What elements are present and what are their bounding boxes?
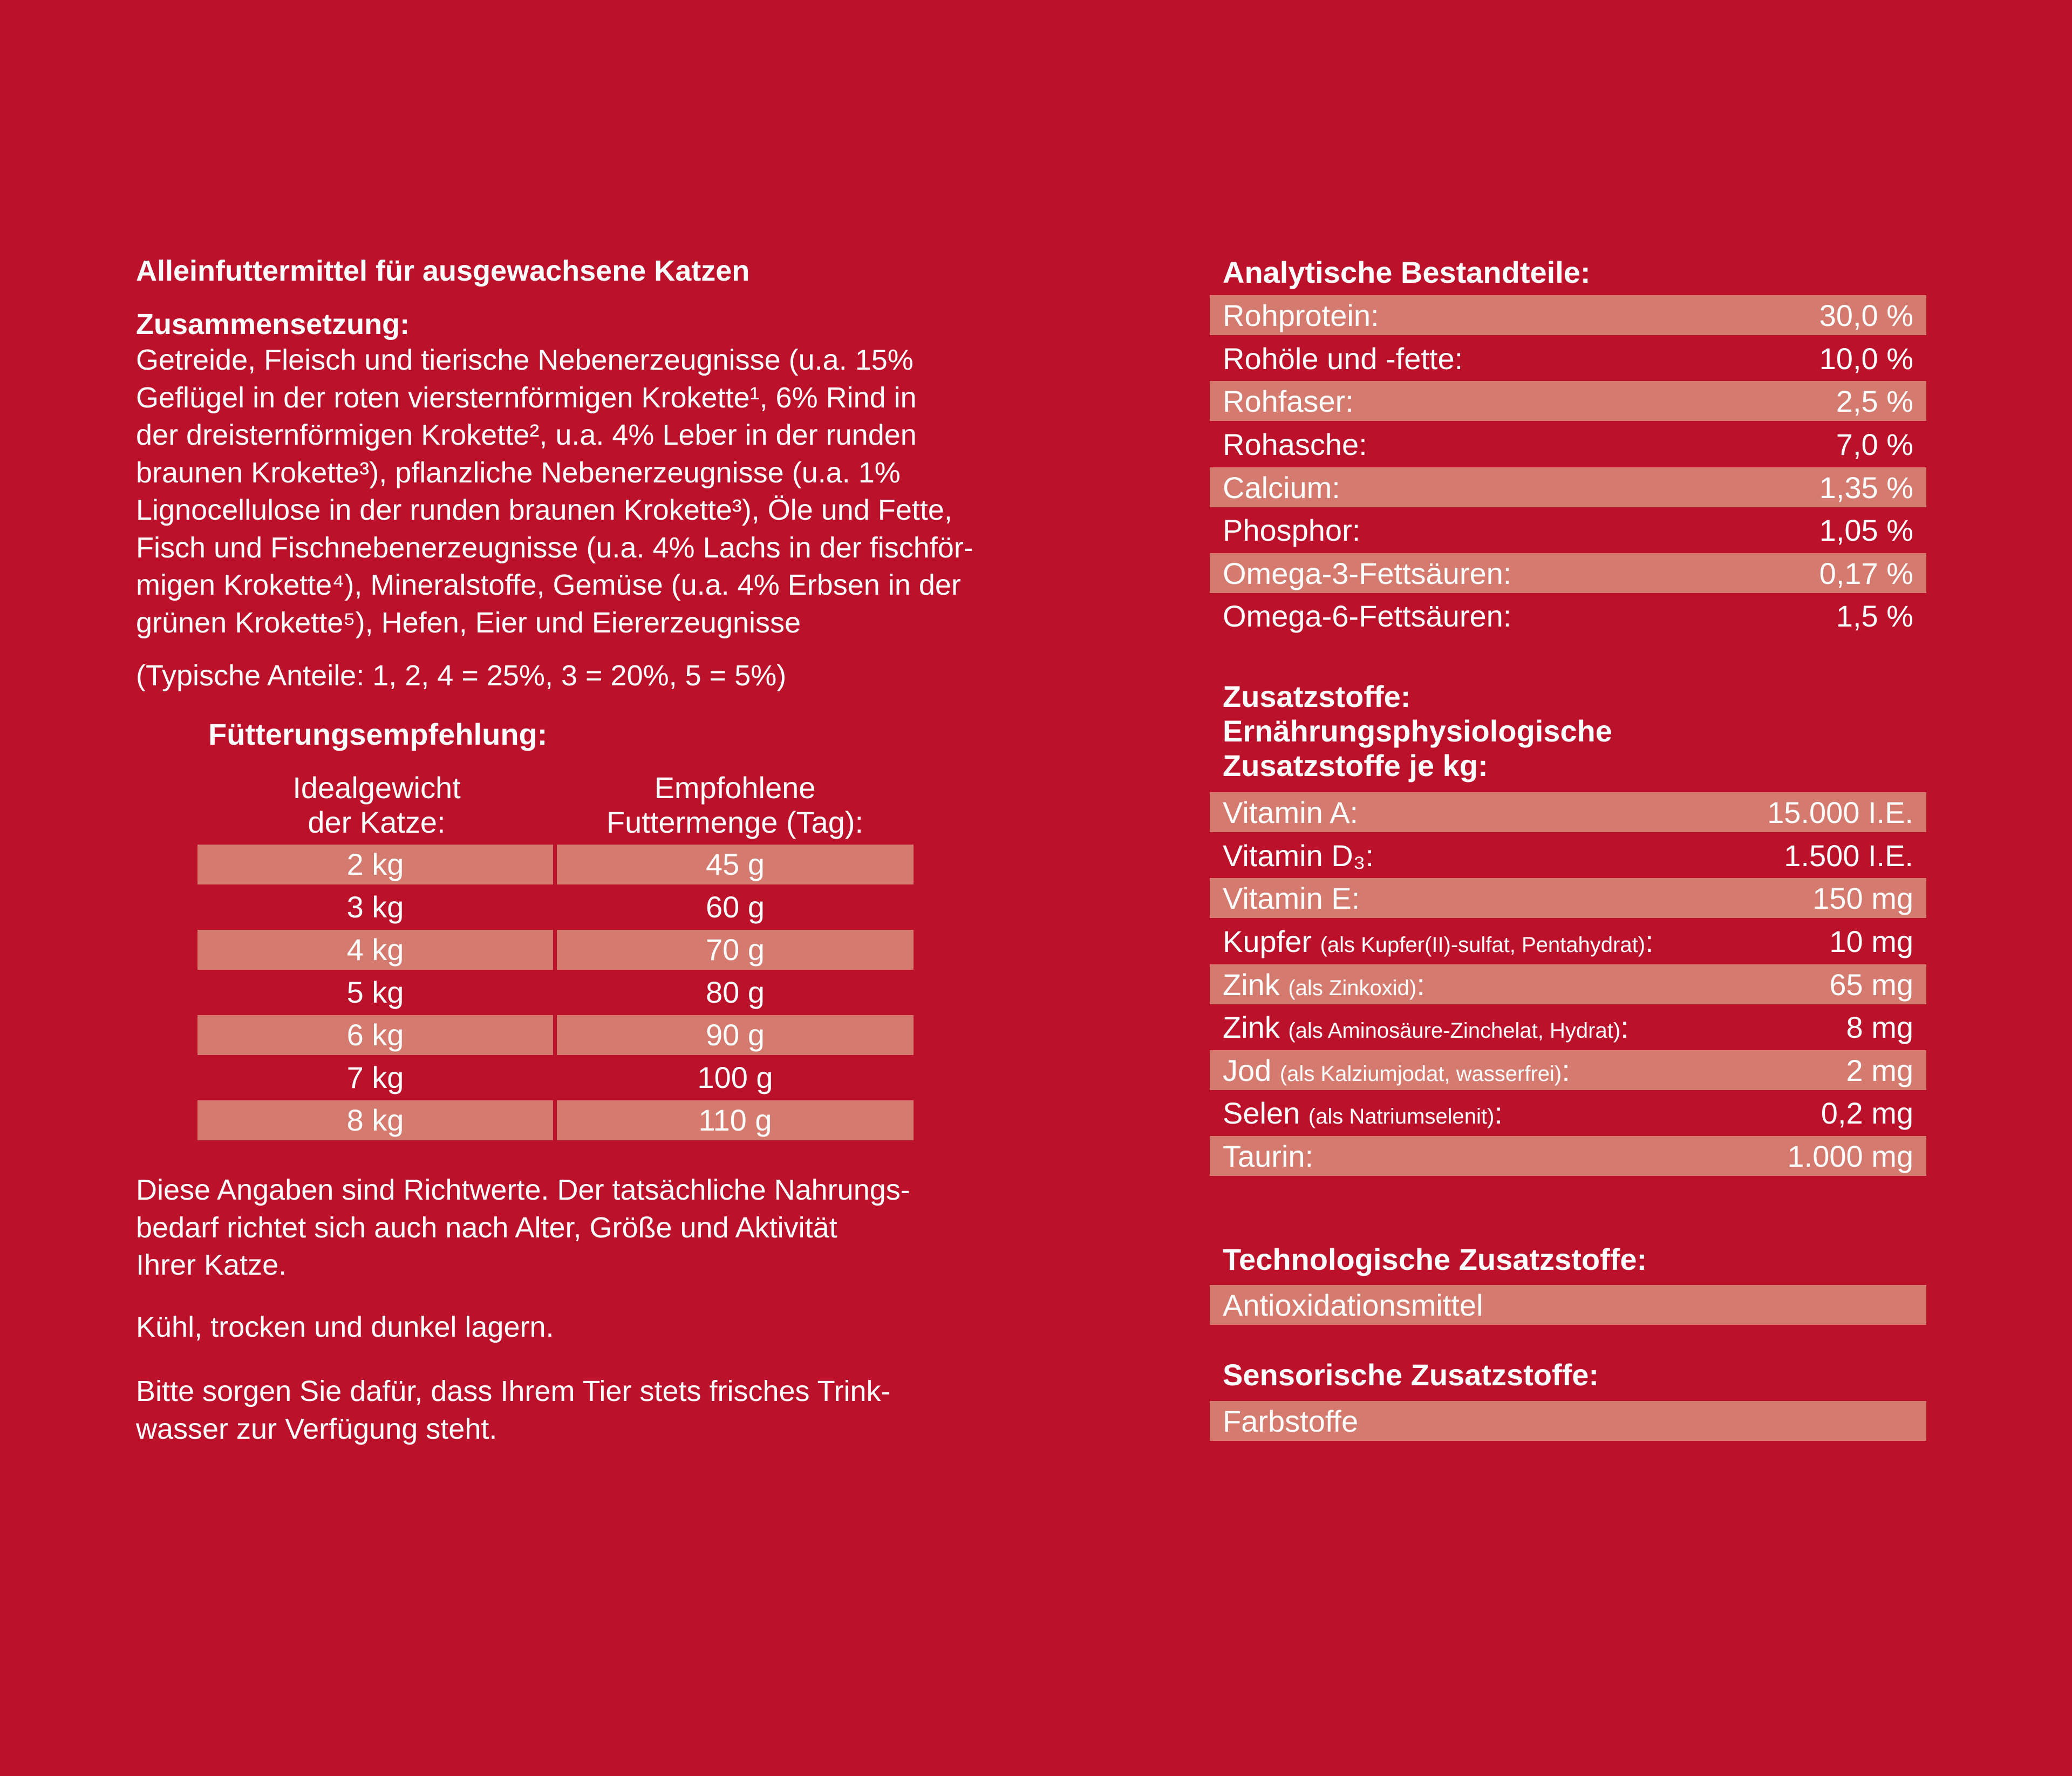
additive-value: 15.000 I.E. [1767,795,1913,829]
additive-label: Kupfer (als Kupfer(II)-sulfat, Pentahydrat): [1223,924,1654,958]
analytical-value: 30,0 % [1819,298,1913,332]
sensory-value: Farbstoffe [1223,1404,1359,1438]
feeding-col-weight-header: Idealgewicht der Katze: [292,771,461,839]
additive-note: (als Natriumselenit) [1308,1105,1495,1128]
feeding-amount-cell: 110 g [557,1100,914,1140]
product-title: Alleinfuttermittel für ausgewachsene Katzen [136,255,750,287]
feeding-amount-cell: 70 g [557,930,914,970]
additive-row [1210,1136,1926,1176]
feeding-amount-cell: 80 g [706,975,765,1009]
feeding-amount-cell: 100 g [697,1060,773,1094]
analytical-row [1210,424,1926,464]
analytical-value: 1,5 % [1836,599,1913,633]
additive-row [1210,1007,1926,1047]
additive-label: Vitamin D₃: [1223,839,1374,873]
additive-value: 8 mg [1846,1010,1913,1044]
technological-row [1210,1285,1926,1325]
analytical-label: Rohasche: [1223,427,1367,461]
additive-row [1210,835,1926,875]
additive-value: 150 mg [1812,881,1913,915]
analytical-label: Omega-3-Fettsäuren: [1223,556,1512,590]
composition-line: Getreide, Fleisch und tierische Nebenerzeugnisse (u.a. 15% [136,344,914,376]
analytical-row [1210,510,1926,550]
analytical-row [1210,338,1926,378]
feeding-amount-cell: 60 g [706,890,765,924]
analytical-row [1210,596,1926,636]
water-note: Bitte sorgen Sie dafür, dass Ihrem Tier stets frisches Trink- wasser zur Verfügung steht. [136,1375,891,1445]
composition-line: Lignocellulose in der runden braunen Krokette³), Öle und Fette, [136,494,952,526]
composition-text [136,342,1026,642]
additive-value: 1.000 mg [1787,1139,1913,1173]
feeding-weight-cell: 5 kg [346,975,404,1009]
feeding-amount-cell: 90 g [557,1015,914,1055]
additive-note: (als Kalziumjodat, wasserfrei) [1279,1062,1562,1086]
typical-shares: (Typische Anteile: 1, 2, 4 = 25%, 3 = 20%, 5 = 5%) [136,659,787,692]
analytical-value: 1,35 % [1819,471,1913,505]
analytical-label: Rohprotein: [1223,298,1379,332]
analytical-value: 0,17 % [1819,556,1913,590]
additive-label: Selen (als Natriumselenit): [1223,1096,1503,1130]
additive-value: 0,2 mg [1821,1096,1913,1130]
analytical-label: Rohöle und -fette: [1223,342,1463,376]
composition-line: braunen Krokette³), pflanzliche Nebenerzeugnisse (u.a. 1% [136,456,901,489]
technological-heading: Technologische Zusatzstoffe: [1223,1242,1647,1276]
additive-label: Zink (als Aminosäure-Zinchelat, Hydrat): [1223,1010,1629,1044]
additive-value: 1.500 I.E. [1784,839,1913,873]
sensory-row [1210,1401,1926,1441]
feeding-heading: Fütterungsempfehlung: [208,717,548,751]
feeding-weight-cell: 3 kg [346,890,404,924]
additive-row [1210,878,1926,918]
feeding-col-amount-header: Empfohlene Futtermenge (Tag): [606,771,864,839]
feeding-weight-cell: 6 kg [197,1015,553,1055]
analytical-label: Calcium: [1223,471,1340,505]
additive-note: (als Zinkoxid) [1288,976,1417,1000]
sensory-heading: Sensorische Zusatzstoffe: [1223,1358,1599,1392]
additive-row [1210,964,1926,1004]
composition-line: migen Krokette⁴), Mineralstoffe, Gemüse (u.a. 4% Erbsen in der [136,569,961,601]
analytical-value: 1,05 % [1819,513,1913,547]
additive-row [1210,1093,1926,1133]
additive-note: (als Aminosäure-Zinchelat, Hydrat) [1288,1019,1621,1043]
feeding-weight-cell: 2 kg [197,845,553,884]
additive-label: Vitamin A: [1223,795,1359,829]
storage-note: Kühl, trocken und dunkel lagern. [136,1311,554,1343]
analytical-value: 10,0 % [1819,342,1913,376]
analytical-row [1210,467,1926,507]
analytical-value: 2,5 % [1836,384,1913,418]
composition-heading: Zusammensetzung: [136,308,410,341]
guideline-note: Diese Angaben sind Richtwerte. Der tatsächliche Nahrungs- bedarf richtet sich auch nach Alter, Größe und Aktivität Ihrer Katze. [136,1174,910,1281]
analytical-label: Phosphor: [1223,513,1361,547]
additive-row [1210,792,1926,832]
feeding-weight-cell: 4 kg [197,930,553,970]
additive-value: 65 mg [1829,968,1913,1002]
additive-label: Zink (als Zinkoxid): [1223,968,1425,1002]
additives-heading: Zusatzstoffe: Ernährungsphysiologische Zusatzstoffe je kg: [1223,679,1612,782]
additive-note: (als Kupfer(II)-sulfat, Pentahydrat) [1320,933,1646,957]
additive-label: Vitamin E: [1223,881,1360,915]
feeding-amount-cell: 45 g [557,845,914,884]
feeding-weight-cell: 7 kg [346,1060,404,1094]
analytical-row [1210,381,1926,421]
additive-label: Jod (als Kalziumjodat, wasserfrei): [1223,1053,1570,1087]
additive-label: Taurin: [1223,1139,1314,1173]
composition-line: grünen Krokette⁵), Hefen, Eier und Eiererzeugnisse [136,606,801,639]
analytical-value: 7,0 % [1836,427,1913,461]
additive-value: 2 mg [1846,1053,1913,1087]
analytical-row [1210,295,1926,335]
additive-row [1210,921,1926,961]
composition-line: Fisch und Fischnebenerzeugnisse (u.a. 4% Lachs in der fischför- [136,531,973,564]
additive-row [1210,1050,1926,1090]
composition-line: der dreisternförmigen Krokette², u.a. 4% Leber in der runden [136,419,917,451]
feeding-weight-cell: 8 kg [197,1100,553,1140]
analytical-label: Omega-6-Fettsäuren: [1223,599,1512,633]
analytical-label: Rohfaser: [1223,384,1354,418]
composition-line: Geflügel in der roten viersternförmigen Krokette¹, 6% Rind in [136,381,917,414]
analytical-row [1210,553,1926,593]
additive-value: 10 mg [1829,924,1913,958]
analytical-heading: Analytische Bestandteile: [1223,255,1591,289]
technological-value: Antioxidationsmittel [1223,1288,1483,1322]
